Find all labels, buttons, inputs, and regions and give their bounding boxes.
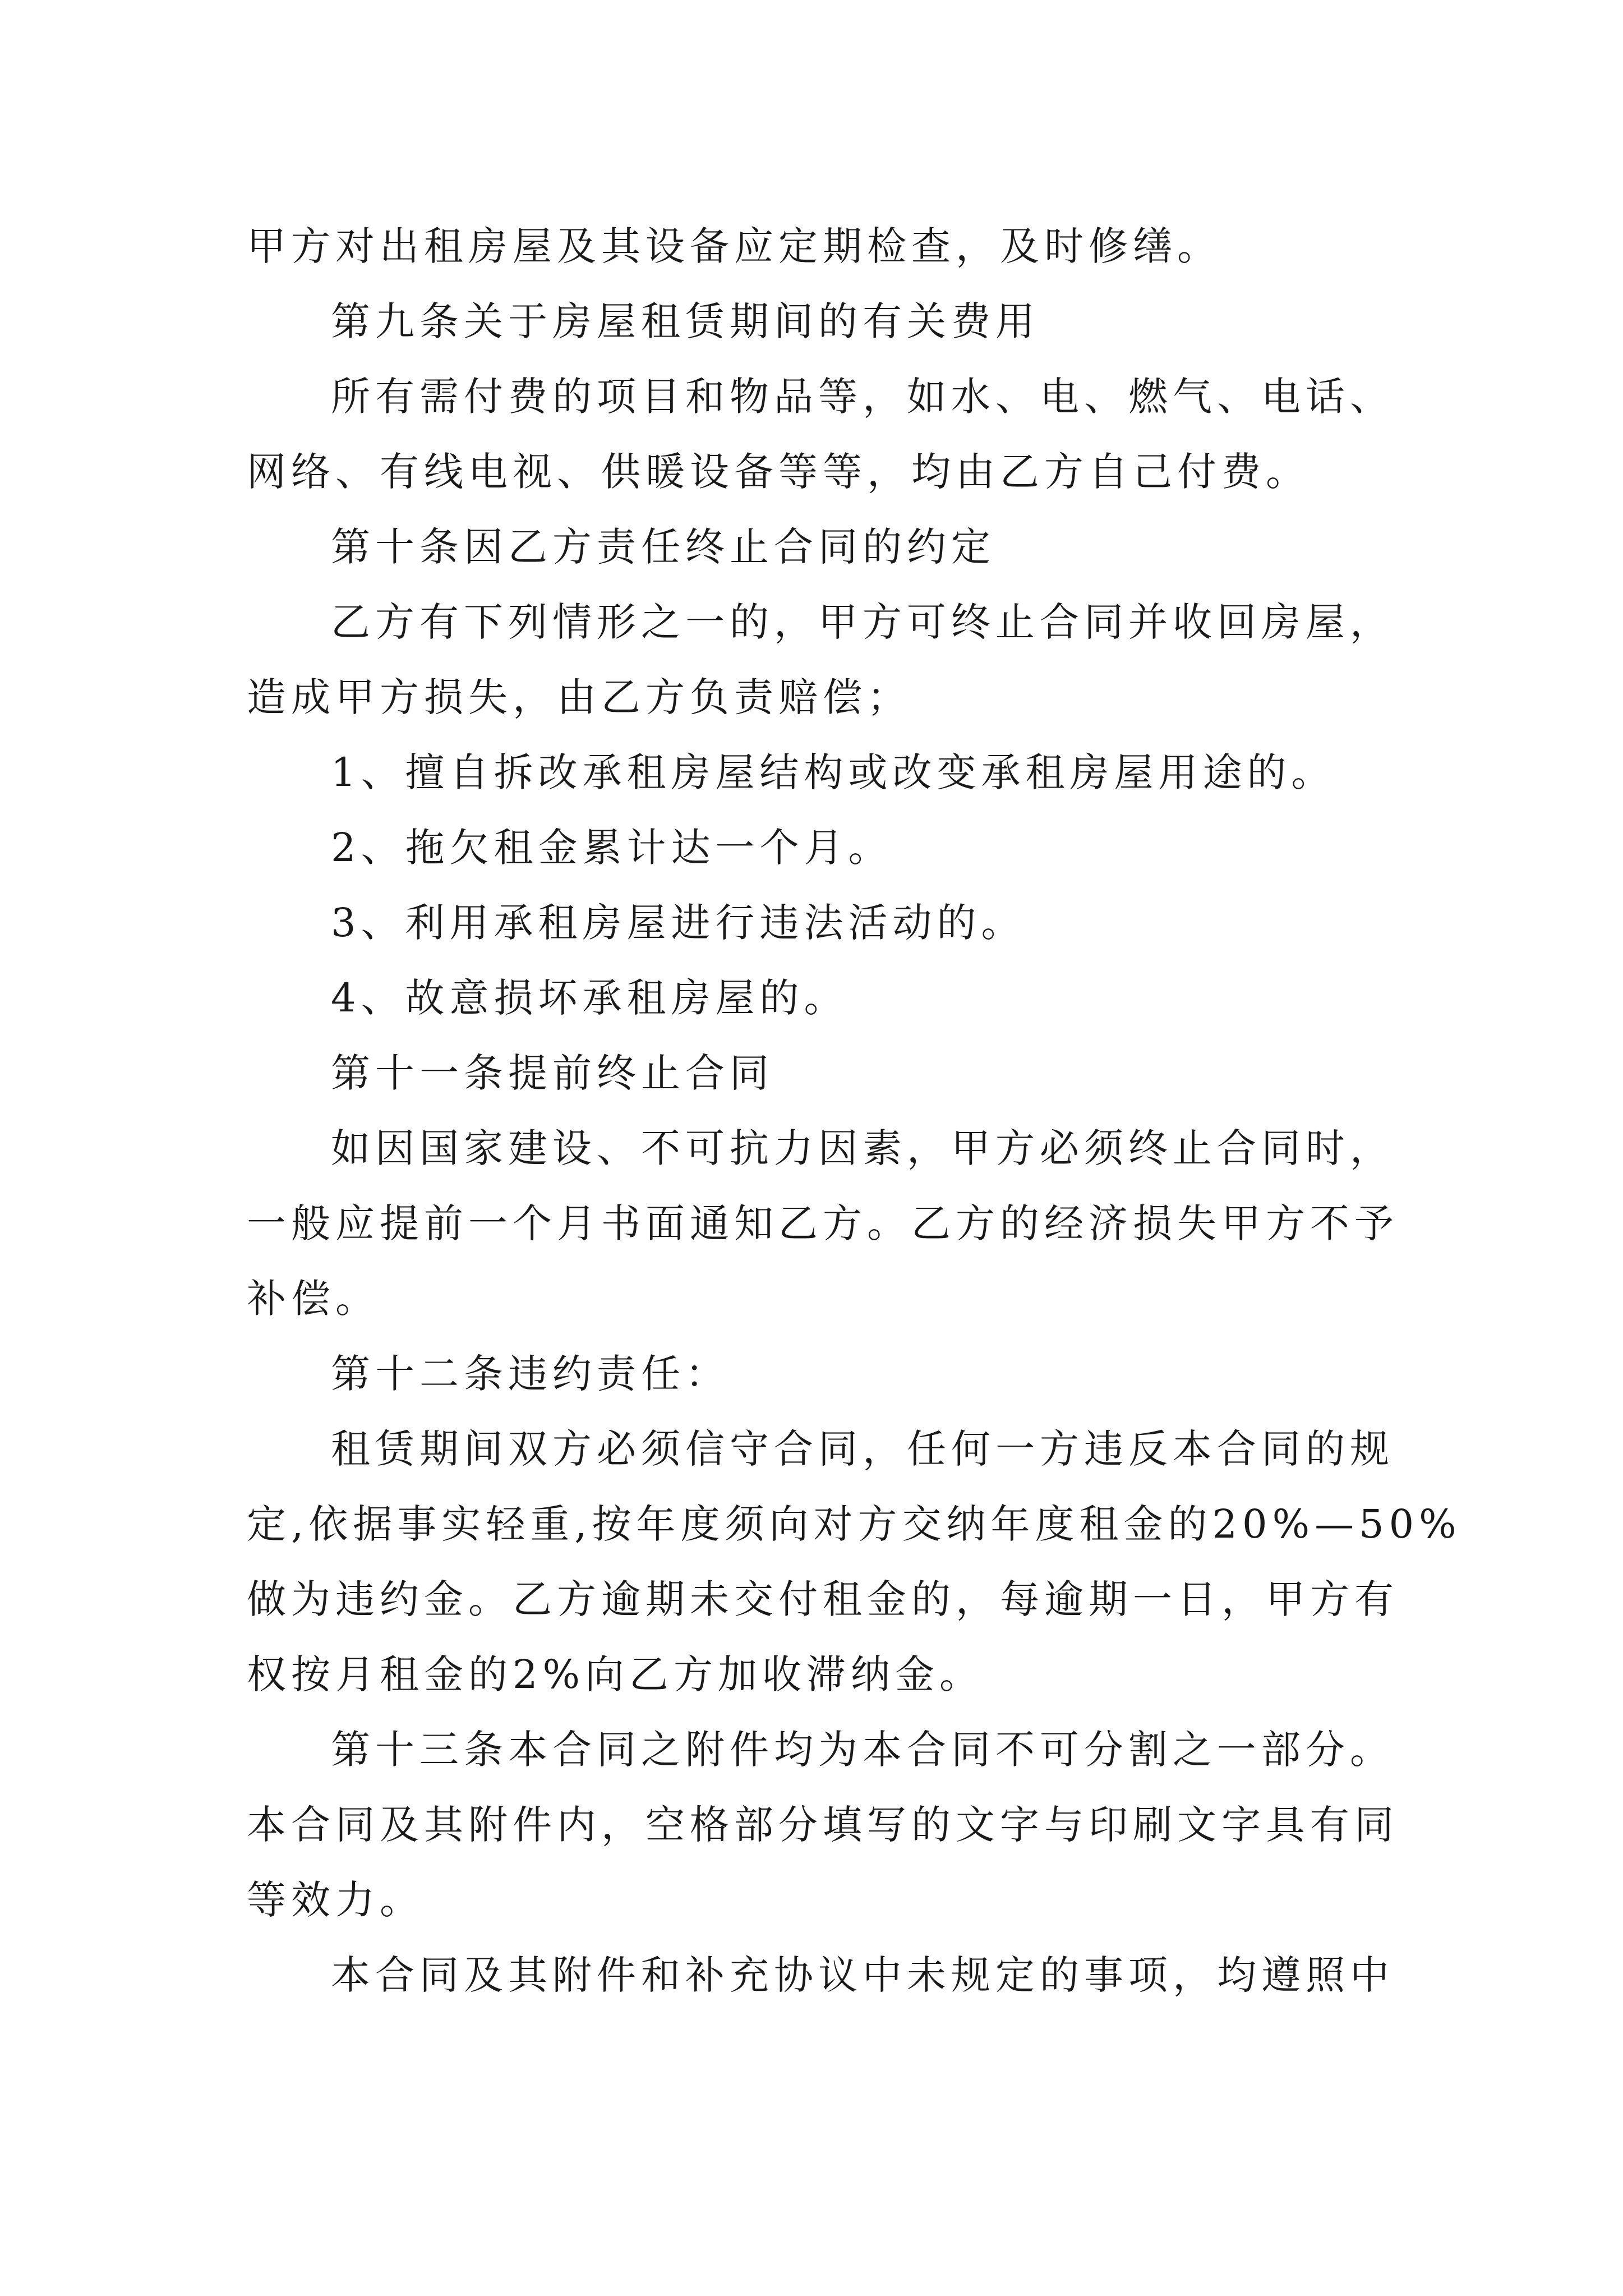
text-line: 所有需付费的项目和物品等，如水、电、燃气、电话、 xyxy=(331,374,1394,420)
list-item: 1、擅自拆改承租房屋结构或改变承租房屋用途的。 xyxy=(331,749,1336,795)
document-body xyxy=(247,209,1461,2013)
section-heading-12: 第十二条违约责任： xyxy=(331,1351,730,1397)
text-line: 一般应提前一个月书面通知乙方。乙方的经济损失甲方不予 xyxy=(247,1200,1399,1246)
text-line: 本合同及其附件和补充协议中未规定的事项，均遵照中 xyxy=(331,1952,1394,1998)
text-line: 租赁期间双方必须信守合同，任何一方违反本合同的规 xyxy=(331,1426,1394,1472)
section-heading-10: 第十条因乙方责任终止合同的约定 xyxy=(331,524,995,570)
section-heading-11: 第十一条提前终止合同 xyxy=(331,1050,774,1096)
text-line: 如因国家建设、不可抗力因素，甲方必须终止合同时， xyxy=(331,1125,1394,1171)
text-line: 权按月租金的2%向乙方加收滞纳金。 xyxy=(247,1651,984,1697)
text-line: 甲方对出租房屋及其设备应定期检查，及时修缮。 xyxy=(247,223,1221,269)
text-line: 本合同及其附件内，空格部分填写的文字与印刷文字具有同 xyxy=(247,1802,1399,1848)
text-line: 补偿。 xyxy=(247,1276,380,1322)
list-item: 4、故意损坏承租房屋的。 xyxy=(331,975,849,1021)
text-line: 等效力。 xyxy=(247,1877,424,1923)
text-line: 乙方有下列情形之一的，甲方可终止合同并收回房屋， xyxy=(331,599,1394,645)
text-line: 造成甲方损失，由乙方负责赔偿； xyxy=(247,674,911,720)
list-item: 3、利用承租房屋进行违法活动的。 xyxy=(331,900,1026,946)
section-heading-9: 第九条关于房屋租赁期间的有关费用 xyxy=(331,298,1040,344)
text-line: 定,依据事实轻重,按年度须向对方交纳年度租金的20%—50% xyxy=(247,1501,1461,1547)
list-item: 2、拖欠租金累计达一个月。 xyxy=(331,825,893,871)
section-heading-13: 第十三条本合同之附件均为本合同不可分割之一部分。 xyxy=(331,1727,1394,1773)
text-line: 做为违约金。乙方逾期未交付租金的，每逾期一日，甲方有 xyxy=(247,1576,1399,1622)
text-line: 网络、有线电视、供暖设备等等，均由乙方自己付费。 xyxy=(247,449,1310,495)
